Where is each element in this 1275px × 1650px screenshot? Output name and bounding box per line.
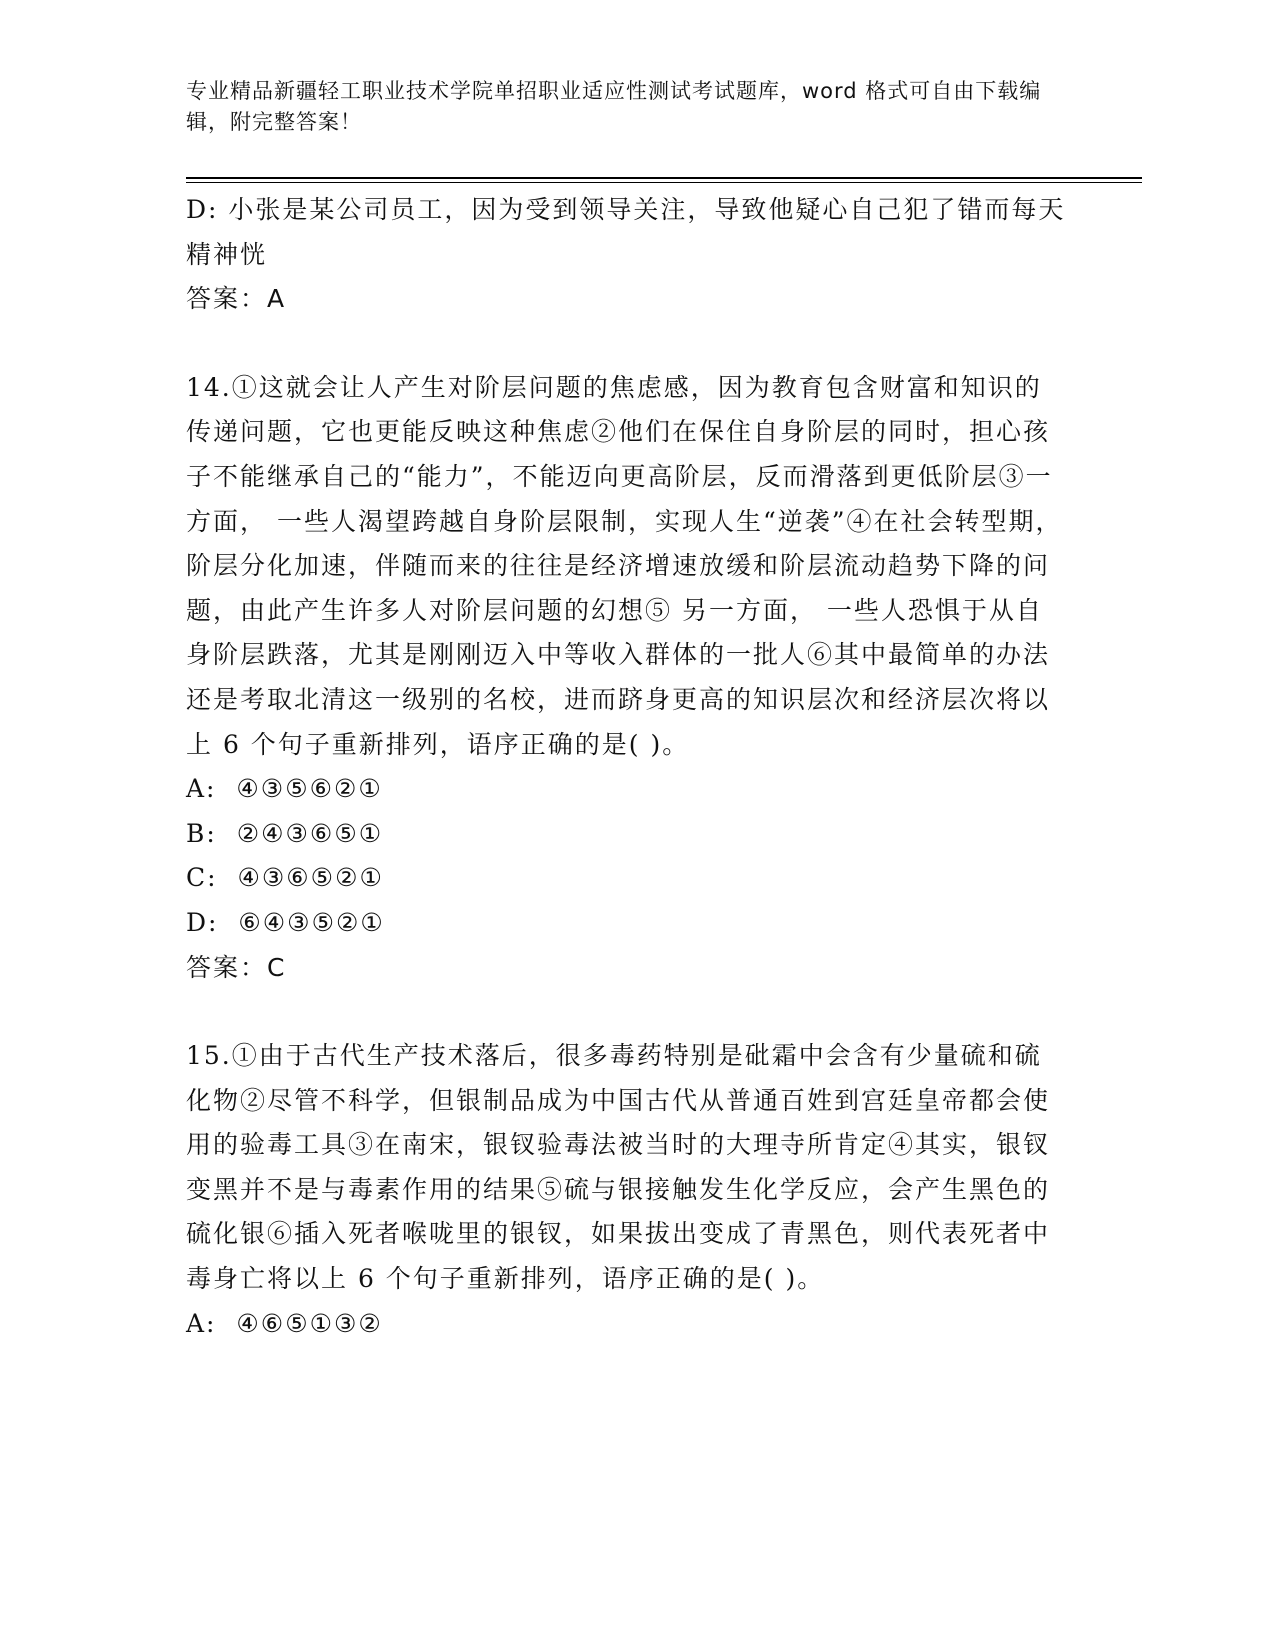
prev-question-option-d: D: 小张是某公司员工，因为受到领导关注，导致他疑心自己犯了错而每天精神恍 xyxy=(186,195,1066,269)
spacer xyxy=(186,322,1066,366)
spacer xyxy=(186,990,1066,1034)
question-15-option-a: A: ④⑥⑤①③② xyxy=(186,1308,383,1338)
prev-question-answer: 答案：A xyxy=(186,284,287,314)
question-14-option-a: A: ④③⑤⑥②① xyxy=(186,774,383,804)
page-header: 专业精品新疆轻工职业技术学院单招职业适应性测试考试题库，word 格式可自由下载编辑，附完整答案！ xyxy=(186,79,1042,134)
question-14-option-b: B: ②④③⑥⑤① xyxy=(186,818,384,848)
header-rule-thick xyxy=(186,177,1142,179)
question-15-stem: 15.①由于古代生产技术落后，很多毒药特别是砒霜中会含有少量硫和硫化物②尽管不科学，但银制品成为中国古代从普通百姓到宫廷皇帝都会使用的验毒工具③在南宋，银钗验毒法被当时的大理寺所肯定④其实，银钗变黑并不是与毒素作用的结果⑤硫与银接触发生化学反应，会产生黑色的硫化银⑥插入死者喉咙里的银钗，如果拔出变成了青黑色，则代表死者中毒身亡将以上 6 个句子重新排列，语序正确的是( )。 xyxy=(186,1041,1051,1294)
question-14-option-d: D: ⑥④③⑤②① xyxy=(186,907,385,937)
header-rule-thin xyxy=(186,182,1142,183)
question-14-stem: 14.①这就会让人产生对阶层问题的焦虑感，因为教育包含财富和知识的传递问题，它也更能反映这种焦虑②他们在保住自身阶层的同时，担心孩子不能继承自己的“能力”，不能迈向更高阶层，反而滑落到更低阶层③一方面， 一些人渴望跨越自身阶层限制，实现人生“逆袭”④在社会转型期，阶层分化加速，伴随而来的往往是经济增速放缓和阶层流动趋势下降的问题，由此产生许多人对阶层问题的幻想⑤ 另一方面， 一些人恐惧于从自身阶层跌落，尤其是刚刚迈入中等收入群体的一批人⑥其中最简单的办法还是考取北清这一级别的名校，进而跻身更高的知识层次和经济层次将以上 6 个句子重新排列，语序正确的是( )。 xyxy=(186,372,1063,759)
document-body xyxy=(186,188,1066,1346)
question-14-answer: 答案：C xyxy=(186,952,287,982)
question-14-option-c: C: ④③⑥⑤②① xyxy=(186,863,384,893)
